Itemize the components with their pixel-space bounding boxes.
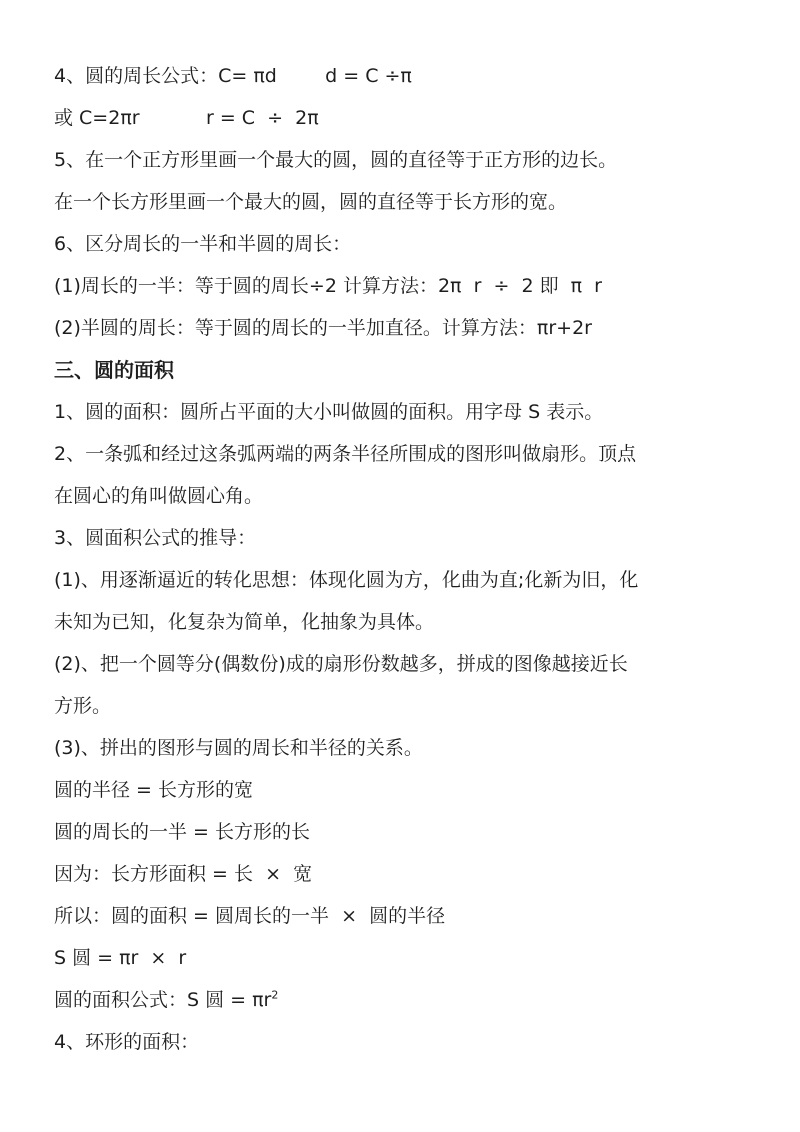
text-line-derivation-2-cont: 方形。 [54,695,112,717]
text-line-semicircle-perimeter: (2)半圆的周长：等于圆的周长的一半加直径。计算方法：πr+2r [54,317,592,339]
text-line-point-5: 5、在一个正方形里画一个最大的圆，圆的直径等于正方形的边长。 [54,149,618,171]
text-line-area-formula [54,988,762,1012]
text-line-derivation-3: (3)、拼出的图形与圆的周长和半径的关系。 [54,737,423,759]
text-line-because: 因为：长方形面积 = 长 × 宽 [54,863,313,885]
text-line-derivation-2: (2)、把一个圆等分(偶数份)成的扇形份数越多，拼成的图像越接近长 [54,653,628,675]
text-line-half-perimeter: (1)周长的一半：等于圆的周长÷2 计算方法：2π r ÷ 2 即 π r [54,275,602,297]
text-line-point-5-cont: 在一个长方形里画一个最大的圆，圆的直径等于长方形的宽。 [54,191,568,213]
text-line-radius-eq: 圆的半径 = 长方形的宽 [54,779,253,801]
text-line-half-perimeter-eq: 圆的周长的一半 = 长方形的长 [54,821,310,843]
text-line-ring-area: 4、环形的面积： [54,1031,200,1053]
text-line-sector-def-cont: 在圆心的角叫做圆心角。 [54,485,264,507]
text-line-perimeter-formula: 4、圆的周长公式：C= πd d = C ÷π [54,65,412,87]
section-heading-area: 三、圆的面积 [54,358,174,382]
text-line-s-circle: S 圆 = πr × r [54,947,187,969]
text-line-derivation-title: 3、圆面积公式的推导： [54,527,257,549]
text-line-area-def: 1、圆的面积：圆所占平面的大小叫做圆的面积。用字母 S 表示。 [54,401,604,423]
text-line-perimeter-formula-alt: 或 C=2πr r = C ÷ 2π [54,107,319,129]
text-line-sector-def: 2、一条弧和经过这条弧两端的两条半径所围成的图形叫做扇形。顶点 [54,443,637,465]
area-formula-exponent: 2 [271,988,279,1002]
text-line-point-6: 6、区分周长的一半和半圆的周长： [54,233,352,255]
text-line-derivation-1: (1)、用逐渐逼近的转化思想：体现化圆为方，化曲为直;化新为旧，化 [54,569,639,591]
text-line-derivation-1-cont: 未知为已知，化复杂为简单，化抽象为具体。 [54,611,435,633]
text-line-therefore: 所以：圆的面积 = 圆周长的一半 × 圆的半径 [54,905,446,927]
area-formula-text: 圆的面积公式：S 圆 = πr [54,989,272,1011]
